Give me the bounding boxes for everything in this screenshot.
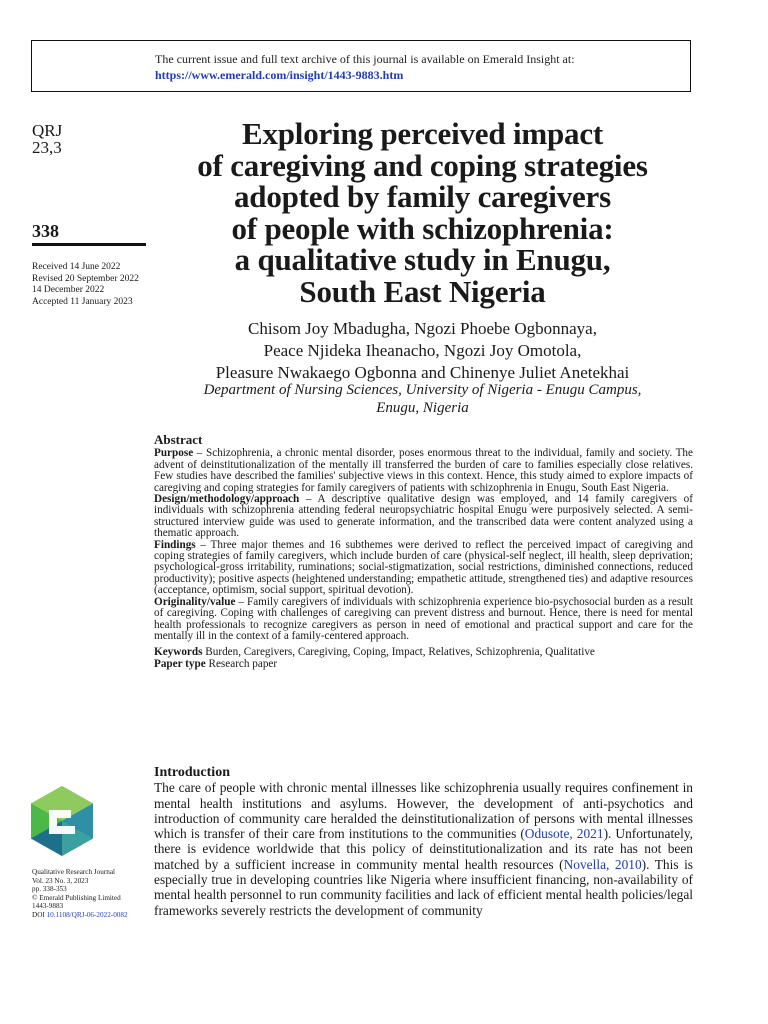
author-line: Peace Njideka Iheanacho, Ngozi Joy Omotola, [263,341,582,360]
doi-link[interactable]: 10.1108/QRJ-06-2022-0082 [46,910,128,919]
date-line: Accepted 11 January 2023 [32,296,133,307]
title-line: a qualitative study in Enugu, [234,242,611,277]
abstract-design [154,494,693,540]
design-text: – A descriptive qualitative design was employed, and 14 family caregivers of individuals with schizophrenia attending federal neuropsychiatric hospital Enugu were purposively selected. A semi-structured interview guide was used to generate information, and the transcribed data were content analyzed using a thematic approach. [154,493,693,540]
emerald-publishing-logo-icon [31,786,93,856]
title-line: adopted by family caregivers [234,179,611,214]
paper-type [154,659,693,670]
introduction-heading: Introduction [154,765,230,780]
page-number: 338 [32,221,59,241]
date-line: Revised 20 September 2022 [32,273,139,284]
meta-doi [32,911,128,920]
originality-text: – Family caregivers of individuals with schizophrenia experience bio-psychosocial burden as a result of caregiving. Coping with challenges of caregiving can prevent distress and burnout. Hence, there is need for mental health professionals to recognize caregivers as person in need of emotional and practical support and care for the mentally ill in the context of a family-centered approach. [154,595,693,642]
affiliation-line: Enugu, Nigeria [376,400,469,416]
abstract-originality [154,597,693,643]
keywords-label: Keywords [154,646,203,659]
received-dates [32,262,139,308]
access-banner [31,40,691,92]
meta-volume: Vol. 23 No. 3, 2023 [32,876,89,885]
design-label: Design/methodology/approach [154,493,300,506]
intro-text: ). Unfortunately, there is evidence worldwide that this policy of deinstitutionalization and its rate has not been matched by a sufficient increase in community mental health resources ( [154,826,694,872]
title-line: South East Nigeria [299,273,546,309]
affiliation [150,381,695,417]
intro-text: The care of people with chronic mental illnesses like schizophrenia usually requires confinement in mental health institutions and asylums. However, the development of anti-psychotics and introduction of community care heralded the deinstitutionalization of persons with mental illnesses which is transfer of their care from institutions to the communities ( [154,780,693,842]
title-line: Exploring perceived impact [241,116,604,151]
introduction-section [154,765,693,918]
author-line: Pleasure Nwakaego Ogbonna and Chinenye Juliet Anetekhai [215,363,630,382]
volume-issue: 23,3 [32,138,62,157]
citation-link[interactable]: Odusote, 2021 [524,826,604,842]
purpose-label: Purpose [154,447,194,460]
purpose-text: – Schizophrenia, a chronic mental disorder, poses enormous threat to the individual, family and society. The advent of deinstitutionalization of the mentally ill transferred the burden of care to families especially close relatives. Few studies have described the families' subjective views in this context. Hence, this study aimed to explore impacts of caregiving and coping strategies for family caregivers of patients with schizophrenia in Enugu, South East Nigeria. [154,447,693,494]
title-line: of people with schizophrenia: [231,210,614,246]
introduction-paragraph [154,780,693,918]
banner-text: The current issue and full text archive of this journal is available on Emerald Insight at: [155,52,575,66]
publication-metadata [32,868,128,920]
date-line: Received 14 June 2022 [32,262,121,272]
findings-text: – Three major themes and 16 subthemes were derived to reflect the perceived impact of caregiving and coping strategies of family caregivers, which include burden of care (physical-self neglect, ill health, sleep deprivation; psychological-gross irritability, ruminations; social-stigmatization, social restrictions, diminished connections, reduced productivity); positive aspects (heightened understanding; empathetic attitude, strengthened ties) and adaptive resources (acceptance, optimism, social support, spiritual devotion). [154,538,693,597]
journal-citation [32,122,62,156]
doi-label: DOI [32,910,47,919]
keywords-text: Burden, Caregivers, Caregiving, Coping, Impact, Relatives, Schizophrenia, Qualitative [202,646,595,659]
meta-publisher: © Emerald Publishing Limited [32,893,121,902]
author-line: Chisom Joy Mbadugha, Ngozi Phoebe Ogbonnaya, [248,319,597,338]
paper-type-text: Research paper [205,657,278,670]
meta-issn: 1443-9883 [32,902,64,911]
journal-abbr: QRJ [32,121,63,140]
meta-pages: pp. 338-353 [32,885,67,894]
abstract-purpose [154,448,693,494]
citation-link[interactable]: Novella, 2010 [563,856,642,872]
article-title [150,118,695,307]
banner-link[interactable]: https://www.emerald.com/insight/1443-9883.htm [155,68,404,82]
date-line: 14 December 2022 [32,285,105,295]
abstract [154,434,693,670]
affiliation-line: Department of Nursing Sciences, University of Nigeria - Enugu Campus, [203,382,642,398]
intro-text: ). This is especially true in developing countries like Nigeria where insufficient financing, non-availability of mental health personnel to run community facilities and lack of efficient mental health policies/legal frameworks severely restricts the development of community [154,856,694,918]
abstract-heading: Abstract [154,432,203,447]
title-line: of caregiving and coping strategies [197,147,648,183]
originality-label: Originality/value [154,595,236,608]
author-list [150,318,695,384]
paper-type-label: Paper type [154,657,206,670]
abstract-findings [154,540,693,597]
meta-journal: Qualitative Research Journal [32,868,116,876]
findings-label: Findings [154,538,196,551]
page-rule-divider [32,243,146,246]
